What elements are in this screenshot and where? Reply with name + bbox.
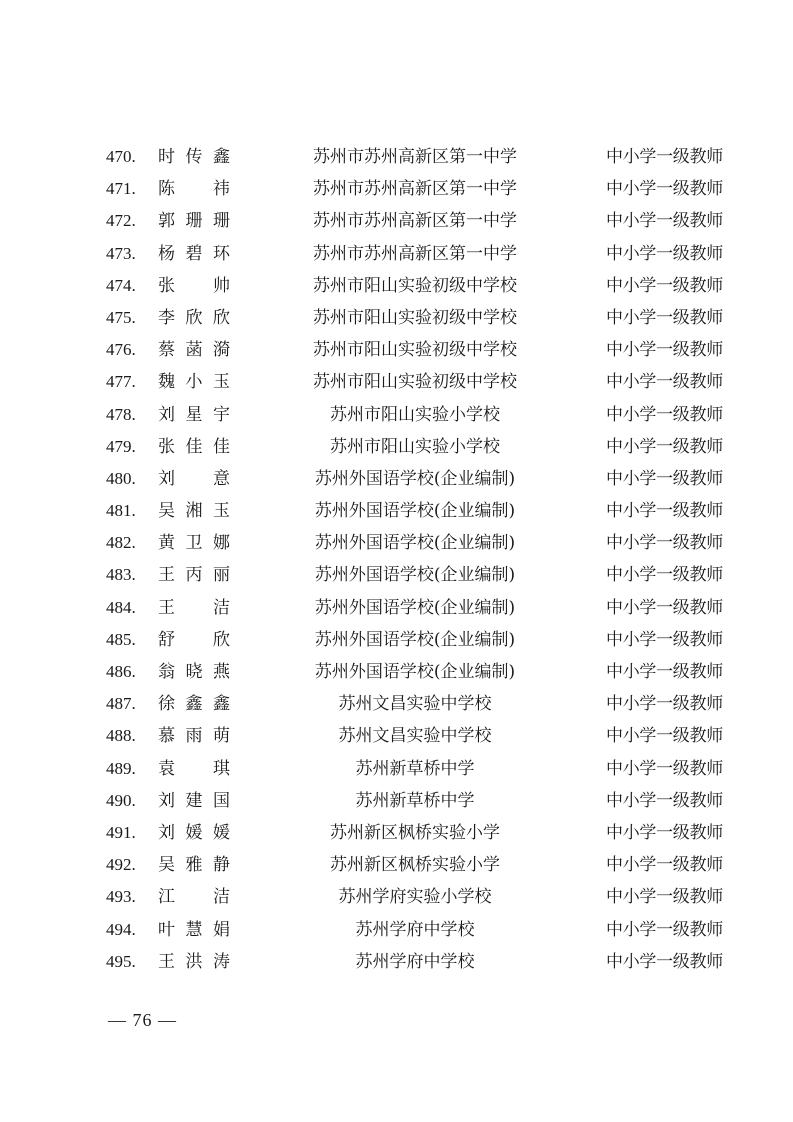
teacher-name: 刘 星 宇 — [158, 404, 230, 425]
list-item — [0, 914, 793, 946]
entry-number: 482. — [106, 533, 136, 553]
entry-number: 474. — [106, 275, 136, 295]
teacher-title: 中小学一级教师 — [606, 533, 723, 554]
school-name: 苏州文昌实验中学校 — [338, 726, 492, 747]
teacher-name: 李 欣 欣 — [158, 307, 230, 328]
teacher-name: 魏 小 玉 — [158, 372, 230, 393]
teacher-title: 中小学一级教师 — [606, 758, 723, 779]
entry-number: 484. — [106, 597, 136, 617]
entry-number: 472. — [106, 211, 136, 231]
teacher-title: 中小学一级教师 — [606, 275, 723, 296]
teacher-name: 舒 欣 — [158, 629, 230, 650]
teacher-title: 中小学一级教师 — [606, 340, 723, 361]
teacher-name: 江 洁 — [158, 887, 230, 908]
school-name: 苏州新区枫桥实验小学 — [330, 822, 500, 843]
teacher-title: 中小学一级教师 — [606, 211, 723, 232]
list-item — [0, 656, 793, 688]
list-item — [0, 688, 793, 720]
entry-number: 476. — [106, 340, 136, 360]
school-name: 苏州外国语学校(企业编制) — [314, 597, 516, 618]
teacher-title: 中小学一级教师 — [606, 307, 723, 328]
entry-number: 477. — [106, 372, 136, 392]
school-name: 苏州市阳山实验初级中学校 — [313, 307, 517, 328]
teacher-name: 刘 建 国 — [158, 790, 230, 811]
entry-number: 495. — [106, 951, 136, 971]
entry-number: 478. — [106, 404, 136, 424]
teacher-name: 吴 雅 静 — [158, 855, 230, 876]
entry-number: 489. — [106, 758, 136, 778]
teacher-title: 中小学一级教师 — [606, 565, 723, 586]
teacher-name: 翁 晓 燕 — [158, 662, 230, 682]
entry-number: 483. — [106, 565, 136, 585]
school-name: 苏州文昌实验中学校 — [338, 694, 492, 715]
teacher-name: 时 传 鑫 — [158, 147, 230, 167]
list-item — [0, 495, 793, 527]
teacher-name: 蔡 菡 漪 — [158, 340, 230, 361]
teacher-title: 中小学一级教师 — [606, 662, 723, 682]
school-name: 苏州市阳山实验小学校 — [330, 404, 500, 425]
list-item — [0, 334, 793, 366]
list-item — [0, 270, 793, 302]
school-name: 苏州市阳山实验初级中学校 — [313, 275, 517, 296]
entry-number: 475. — [106, 307, 136, 327]
list-item — [0, 238, 793, 270]
list-item — [0, 817, 793, 849]
teacher-title: 中小学一级教师 — [606, 179, 723, 200]
entry-number: 490. — [106, 790, 136, 810]
teacher-name: 杨 碧 环 — [158, 243, 230, 264]
school-name: 苏州市阳山实验初级中学校 — [313, 372, 517, 393]
teacher-title: 中小学一级教师 — [606, 501, 723, 522]
entry-number: 491. — [106, 822, 136, 842]
list-item — [0, 399, 793, 431]
school-name: 苏州外国语学校(企业编制) — [314, 662, 516, 682]
teacher-title: 中小学一级教师 — [606, 887, 723, 908]
entry-number: 479. — [106, 436, 136, 456]
school-name: 苏州市苏州高新区第一中学 — [313, 211, 517, 232]
list-item — [0, 366, 793, 398]
list-item — [0, 592, 793, 624]
school-name: 苏州市阳山实验初级中学校 — [313, 340, 517, 361]
school-name: 苏州市阳山实验小学校 — [330, 436, 500, 457]
list-item — [0, 946, 793, 978]
school-name: 苏州新区枫桥实验小学 — [330, 855, 500, 876]
teacher-name: 王 洁 — [158, 597, 230, 618]
teacher-name: 黄 卫 娜 — [158, 533, 230, 554]
teacher-title: 中小学一级教师 — [606, 822, 723, 843]
teacher-title: 中小学一级教师 — [606, 855, 723, 876]
teacher-title: 中小学一级教师 — [606, 726, 723, 747]
school-name: 苏州学府实验小学校 — [338, 887, 492, 908]
school-name: 苏州外国语学校(企业编制) — [314, 533, 516, 554]
teacher-title: 中小学一级教师 — [606, 404, 723, 425]
teacher-name: 张 帅 — [158, 275, 230, 296]
entry-number: 480. — [106, 468, 136, 488]
list-item — [0, 463, 793, 495]
teacher-name: 刘 媛 媛 — [158, 822, 230, 843]
teacher-name: 徐 鑫 鑫 — [158, 694, 230, 715]
school-name: 苏州市苏州高新区第一中学 — [313, 147, 517, 167]
entry-number: 492. — [106, 855, 136, 875]
list-item — [0, 624, 793, 656]
teacher-title: 中小学一级教师 — [606, 468, 723, 489]
teacher-title: 中小学一级教师 — [606, 919, 723, 940]
entry-number: 470. — [106, 147, 136, 166]
school-name: 苏州市苏州高新区第一中学 — [313, 243, 517, 264]
list-item — [0, 881, 793, 913]
entry-number: 471. — [106, 179, 136, 199]
list-item — [0, 753, 793, 785]
school-name: 苏州学府中学校 — [355, 951, 475, 972]
teacher-title: 中小学一级教师 — [606, 597, 723, 618]
school-name: 苏州外国语学校(企业编制) — [314, 501, 516, 522]
list-item — [0, 431, 793, 463]
teacher-name: 吴 湘 玉 — [158, 501, 230, 522]
entry-number: 485. — [106, 629, 136, 649]
teacher-title: 中小学一级教师 — [606, 436, 723, 457]
teacher-title: 中小学一级教师 — [606, 790, 723, 811]
school-name: 苏州市苏州高新区第一中学 — [313, 179, 517, 200]
teacher-list — [0, 141, 793, 978]
school-name: 苏州新草桥中学 — [355, 790, 475, 811]
teacher-name: 郭 珊 珊 — [158, 211, 230, 232]
list-item — [0, 205, 793, 237]
list-item — [0, 527, 793, 559]
entry-number: 481. — [106, 501, 136, 521]
teacher-title: 中小学一级教师 — [606, 694, 723, 715]
school-name: 苏州外国语学校(企业编制) — [314, 629, 516, 650]
entry-number: 473. — [106, 243, 136, 263]
teacher-title: 中小学一级教师 — [606, 629, 723, 650]
list-item — [0, 559, 793, 591]
teacher-name: 刘 意 — [158, 468, 230, 489]
teacher-name: 王 洪 涛 — [158, 951, 230, 972]
teacher-name: 袁 琪 — [158, 758, 230, 779]
school-name: 苏州外国语学校(企业编制) — [314, 468, 516, 489]
entry-number: 487. — [106, 694, 136, 714]
teacher-title: 中小学一级教师 — [606, 147, 723, 167]
school-name: 苏州外国语学校(企业编制) — [314, 565, 516, 586]
teacher-name: 王 丙 丽 — [158, 565, 230, 586]
teacher-name: 陈 祎 — [158, 179, 230, 200]
list-item — [0, 785, 793, 817]
school-name: 苏州新草桥中学 — [355, 758, 475, 779]
teacher-name: 张 佳 佳 — [158, 436, 230, 457]
entry-number: 494. — [106, 919, 136, 939]
teacher-title: 中小学一级教师 — [606, 372, 723, 393]
teacher-name: 慕 雨 萌 — [158, 726, 230, 747]
list-item — [0, 302, 793, 334]
list-item — [0, 849, 793, 881]
list-item — [0, 720, 793, 752]
list-item — [0, 173, 793, 205]
entry-number: 486. — [106, 662, 136, 681]
teacher-title: 中小学一级教师 — [606, 951, 723, 972]
school-name: 苏州学府中学校 — [355, 919, 475, 940]
entry-number: 493. — [106, 887, 136, 907]
list-item — [0, 141, 793, 173]
teacher-name: 叶 慧 娟 — [158, 919, 230, 940]
teacher-title: 中小学一级教师 — [606, 243, 723, 264]
page-number: — 76 — — [108, 1010, 177, 1030]
entry-number: 488. — [106, 726, 136, 746]
